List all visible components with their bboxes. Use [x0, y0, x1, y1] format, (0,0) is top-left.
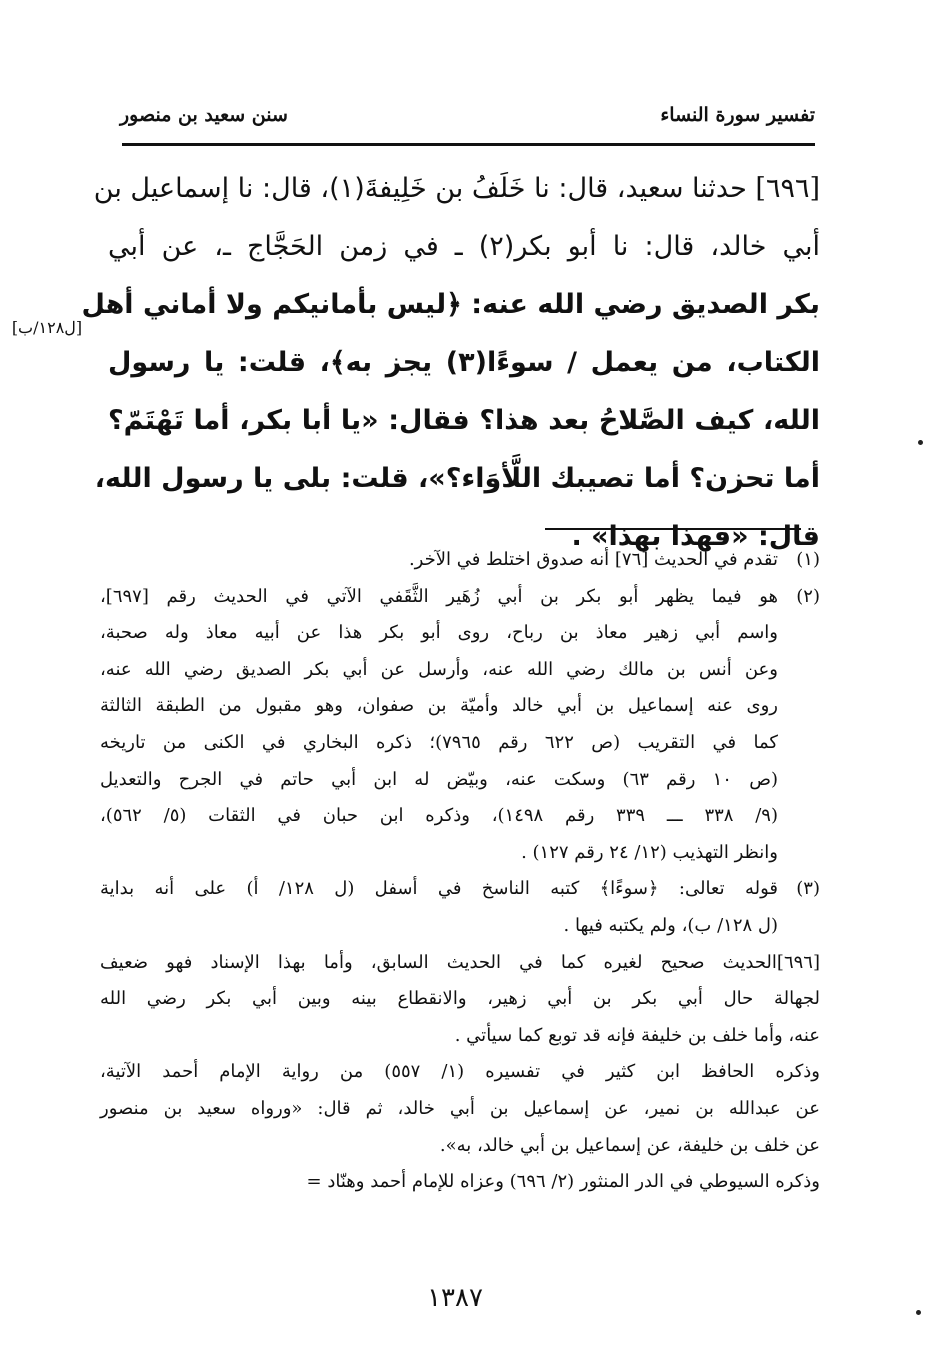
takhrij-line: عنه، وأما خلف بن خليفة فإنه قد توبع كما سيأتي . — [454, 1024, 820, 1046]
footnote-number: (١) — [796, 549, 820, 570]
footnote-line: تقدم في الحديث [٧٦] أنه صدوق اختلط في الآخر. — [408, 549, 778, 570]
takhrij-note — [100, 945, 820, 1201]
footnote-1 — [100, 542, 820, 579]
takhrij-line: عن خلف بن خليفة، عن إسماعيل بن أبي خالد، به». — [439, 1134, 820, 1156]
hadith-text — [81, 160, 820, 566]
footnote-line: (ل ١٢٨/ ب)، ولم يكتبه فيها . — [563, 914, 778, 936]
takhrij-line: وذكره السيوطي في الدر المنثور (٢/ ٦٩٦) وعزاه للإمام أحمد وهنّاد = — [306, 1171, 820, 1193]
page-number: ١٣٨٧ — [427, 1283, 483, 1313]
hadith-line: أبي خالد، قال: نا أبو بكر(٢) ـ في زمن الحَجَّاج ـ، عن أبي — [108, 231, 820, 262]
scan-speck — [918, 440, 923, 445]
footnote-number: (٣) — [796, 878, 820, 900]
footnote-number: (٢) — [796, 585, 820, 607]
takhrij-line: لجهالة حال أبي بكر بن أبي زهير، والانقطاع بينه وبين أبي بكر رضي الله — [100, 988, 820, 1010]
header-rule — [122, 143, 815, 146]
footnote-line: هو فيما يظهر أبو بكر بن أبي زُهَير الثَّقَفي الآتي في الحديث رقم [٦٩٧]، — [100, 585, 778, 607]
takhrij-line: [٦٩٦]الحديث صحيح لغيره كما في الحديث السابق، وأما بهذا الإسناد فهو ضعيف — [100, 951, 820, 973]
takhrij-line: وذكره الحافظ ابن كثير في تفسيره (١/ ٥٥٧) من رواية الإمام أحمد الآتية، — [100, 1061, 820, 1083]
header-surah-title: تفسير سورة النساء — [660, 104, 815, 126]
running-header — [120, 98, 815, 132]
scan-speck — [916, 1310, 921, 1315]
hadith-line: الله، كيف الصَّلاحُ بعد هذا؟ فقال: «يا أبا بكر، أما تَهْتَمّ؟ — [108, 405, 820, 436]
footnote-3 — [100, 871, 820, 944]
footnote-2 — [100, 579, 820, 872]
takhrij-line: عن عبدالله بن نمير، عن إسماعيل بن أبي خالد، ثم قال: «ورواه سعيد بن منصور — [100, 1097, 820, 1119]
footnote-line: (ص ١٠ رقم ٦٣) وسكت عنه، وبيّض له ابن أبي حاتم في الجرح والتعديل — [100, 768, 778, 790]
header-book-title: سنن سعيد بن منصور — [120, 104, 288, 126]
footnote-line: (٩/ ٣٣٨ ـــ ٣٣٩ رقم ١٤٩٨)، وذكره ابن حبان في الثقات (٥/ ٥٦٢)، — [100, 805, 778, 827]
hadith-line: أما تحزن؟ أما تصيبك اللَّأوَاء؟»، قلت: بلى يا رسول الله، — [94, 463, 820, 494]
footnote-separator — [545, 528, 801, 530]
footnotes-section — [100, 542, 820, 1201]
hadith-number: [٦٩٦] — [755, 173, 820, 204]
takhrij-hadith-number: [٦٩٦] — [776, 951, 820, 973]
hadith-line: الكتاب، من يعمل / سوءًا(٣) يجز به﴾، قلت: يا رسول — [108, 347, 820, 378]
footnote-line: كما في التقريب (ص ٦٢٢ رقم ٧٩٦٥)؛ ذكره البخاري في الكنى من تاريخه — [100, 731, 778, 753]
footnote-line: وانظر التهذيب (١٢/ ٢٤ رقم ١٢٧) . — [521, 841, 778, 863]
footnote-line: قوله تعالى: ﴿سوءًا﴾ كتبه الناسخ في أسفل (ل ١٢٨/ أ) على أنه بداية — [100, 878, 778, 900]
footnote-line: وعن أنس بن مالك رضي الله عنه، وأرسل عن أبي بكر الصديق رضي الله عنه، — [100, 658, 778, 680]
hadith-line: قال: «فهذا بهذا» . — [571, 521, 820, 552]
hadith-line: [٦٩٦] حدثنا سعيد، قال: نا خَلَفُ بن خَلِيفةَ(١)، قال: نا إسماعيل بن — [93, 173, 820, 204]
footnote-line: واسم أبي زهير معاذ بن رباح، روى أبو بكر هذا عن أبيه معاذ وله صحبة، — [100, 622, 778, 644]
hadith-line: بكر الصديق رضي الله عنه: ﴿ليس بأمانيكم ولا أماني أهل — [81, 289, 820, 320]
footnote-line: روى عنه إسماعيل بن أبي خالد وأميّة بن صفوان، وهو مقبول من الطبقة الثالثة — [100, 695, 778, 717]
folio-margin-note: [ل١٢٨/ب] — [11, 318, 83, 337]
